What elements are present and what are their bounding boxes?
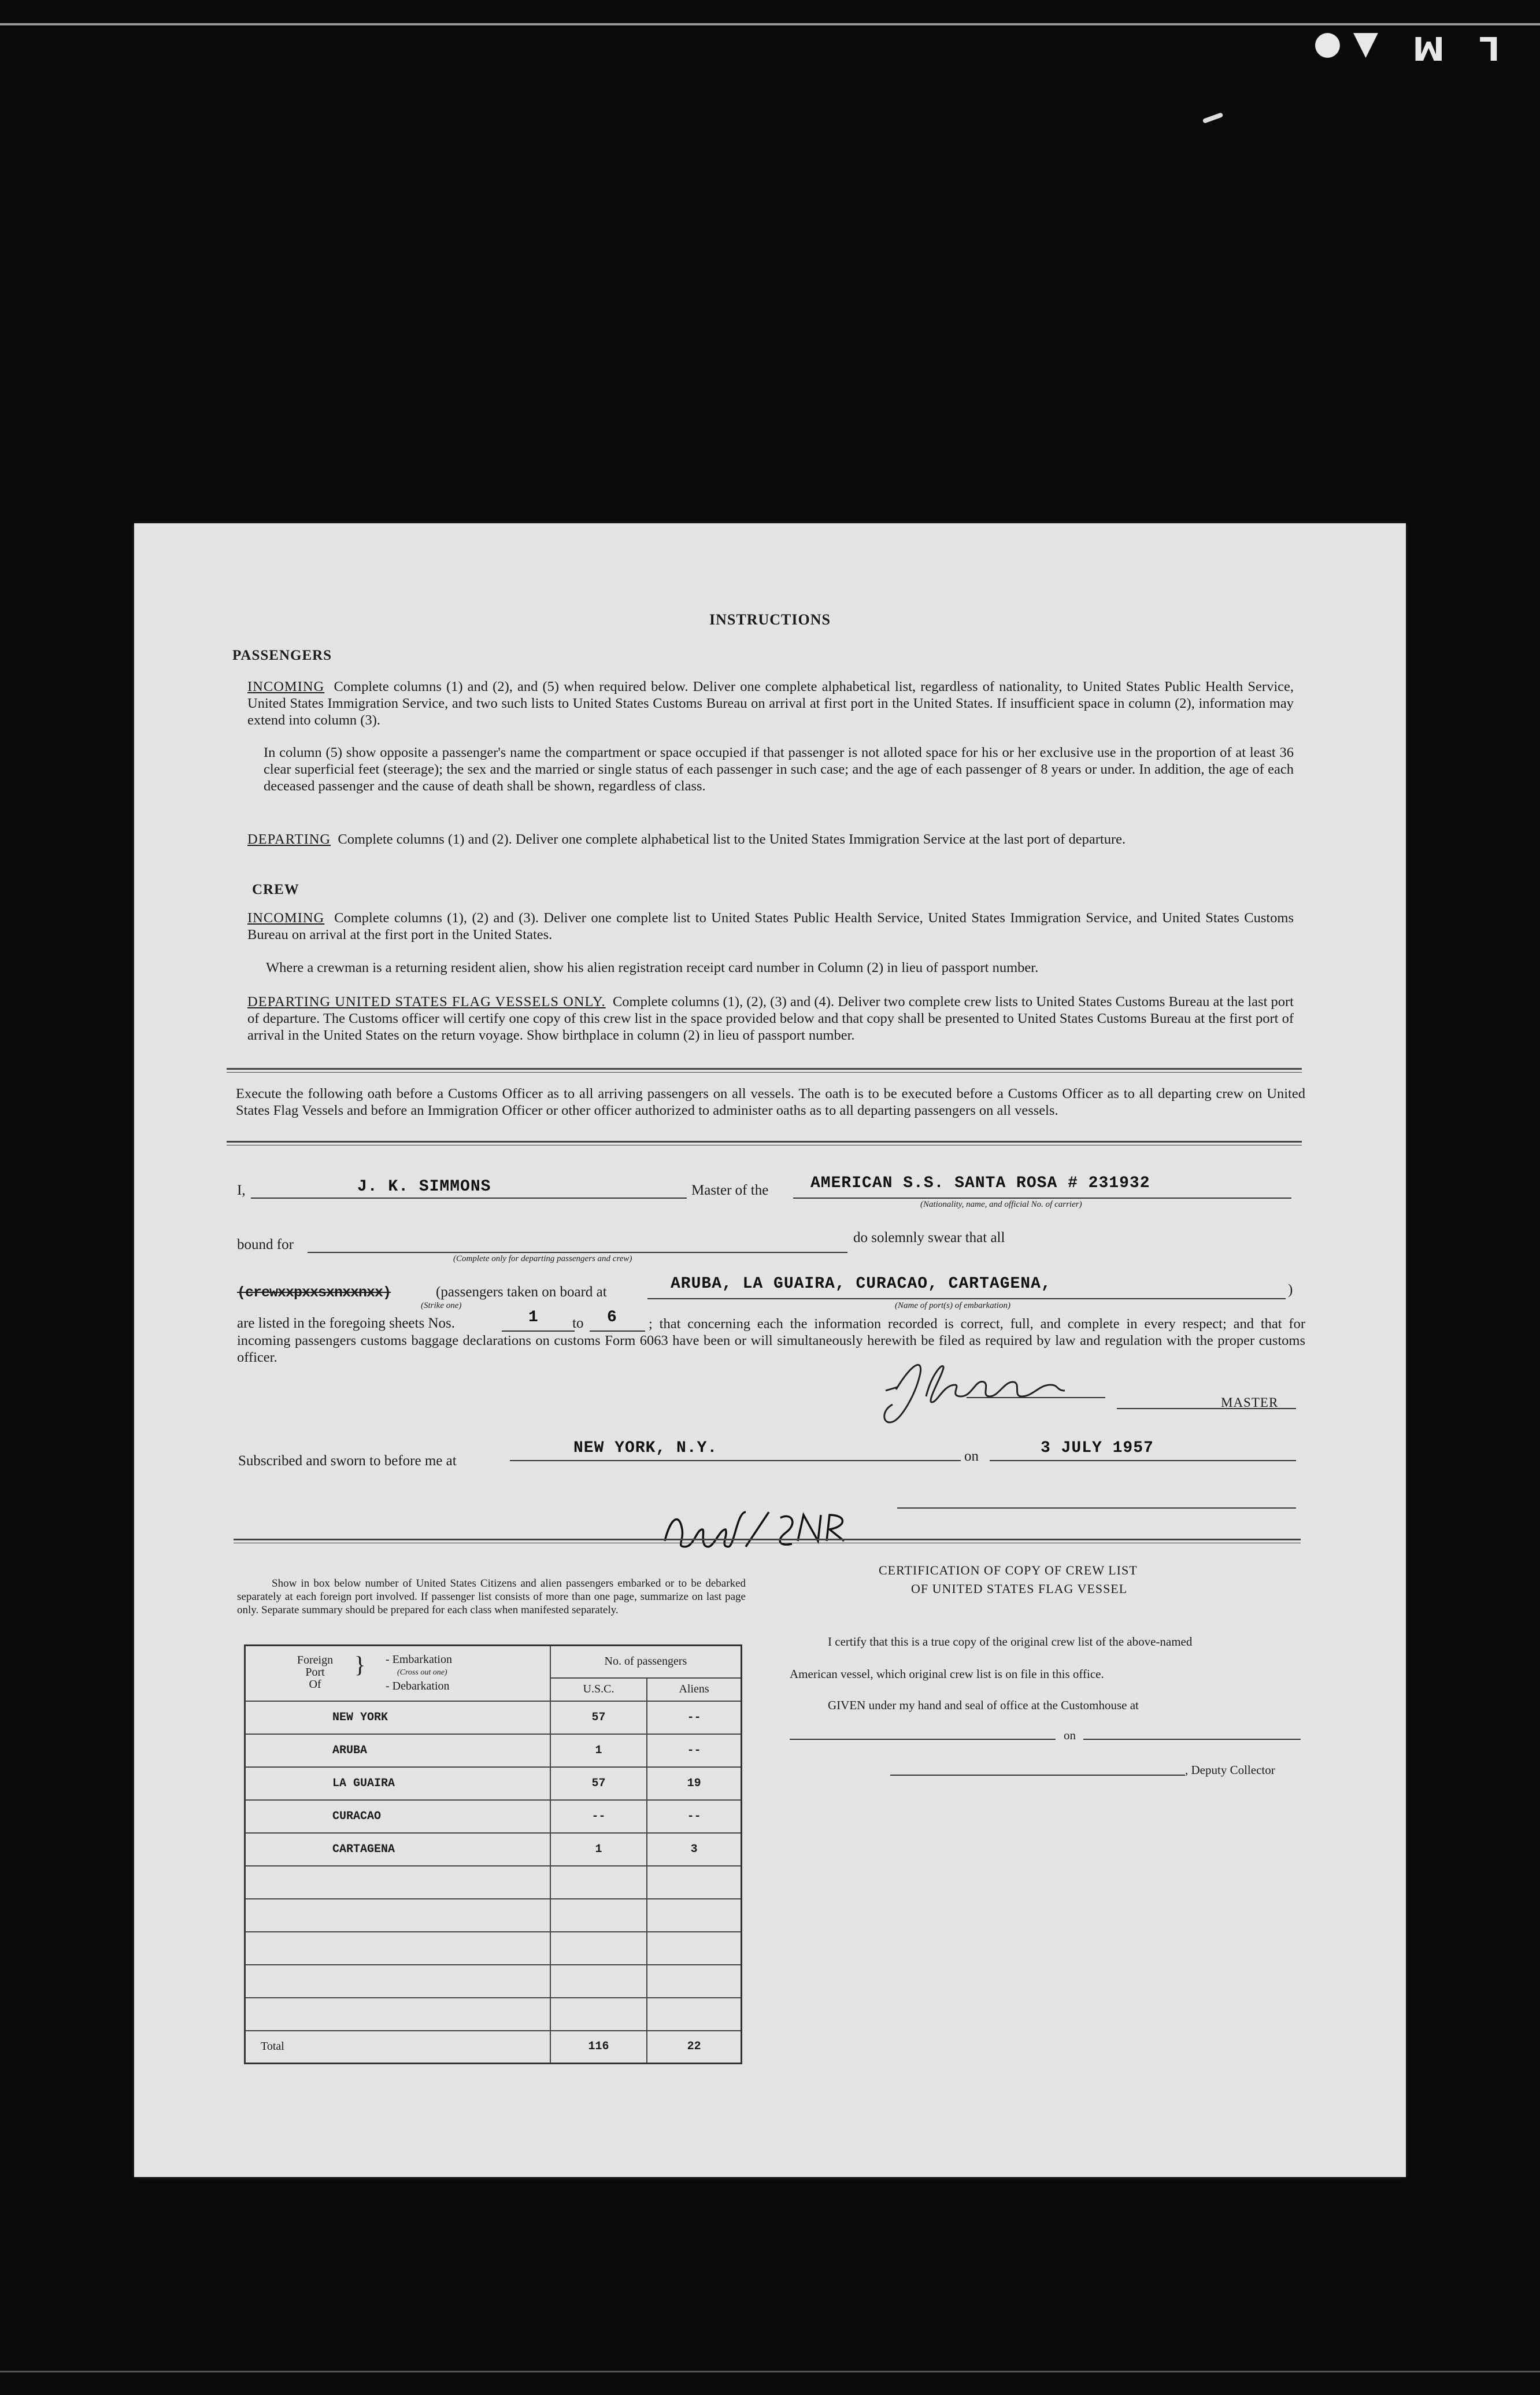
certify-line-1: I certify that this is a true copy of the original crew list of the above-named xyxy=(828,1635,1193,1649)
sworn-place: NEW YORK, N.Y. xyxy=(573,1439,718,1457)
empty-cell xyxy=(647,1899,741,1932)
empty-cell xyxy=(647,1932,741,1965)
given-line: GIVEN under my hand and seal of office at the Customhouse at xyxy=(828,1698,1139,1712)
vessel-caption: (Nationality, name, and official No. of carrier) xyxy=(920,1200,1082,1209)
ports-value: ARUBA, LA GUAIRA, CURACAO, CARTAGENA, xyxy=(671,1275,1052,1293)
foreign-port-label: Foreign Port Of xyxy=(297,1654,334,1691)
master-of-label: Master of the xyxy=(691,1182,769,1198)
listed-label: are listed in the foregoing sheets Nos. xyxy=(237,1315,455,1331)
film-edge-line xyxy=(0,23,1540,25)
passenger-summary-table xyxy=(244,1644,742,2064)
flag-vessels-text: Complete columns (1), (2), (3) and (4). Deliver two complete crew lists to United States Customs Bureau at the last port of departure. The Customs officer will certify one copy of this crew list in the space provided below and that copy shall be presented to United States Customs Bureau at the first port of arrival in the United States on the return voyage. Show birthplace in column (2) in lieu of passport number. xyxy=(247,994,1294,1043)
debarkation-label: - Debarkation xyxy=(386,1680,450,1692)
instructions-title: INSTRUCTIONS xyxy=(709,611,831,628)
officer-signature xyxy=(659,1500,850,1561)
brace-glyph: } xyxy=(354,1651,366,1677)
strike-caption: (Strike one) xyxy=(421,1301,462,1310)
flag-vessels-lead: DEPARTING UNITED STATES FLAG VESSELS ONLY. xyxy=(247,994,606,1010)
master-signature xyxy=(874,1356,1117,1434)
crew-incoming-paragraph xyxy=(247,910,1294,943)
passengers-departing-paragraph xyxy=(247,831,1294,848)
film-marks: L M ▲● xyxy=(1301,29,1500,66)
passengers-heading: PASSENGERS xyxy=(232,648,332,663)
master-name: J. K. SIMMONS xyxy=(357,1178,491,1196)
sworn-date-line xyxy=(990,1460,1296,1461)
flag-vessels-paragraph xyxy=(247,993,1294,1044)
total-label: Total xyxy=(245,2031,550,2064)
summary-empty-row xyxy=(245,1866,742,1899)
port-cell: NEW YORK xyxy=(245,1701,550,1734)
summary-row xyxy=(245,1833,742,1866)
summary-empty-row xyxy=(245,1932,742,1965)
divider-1 xyxy=(227,1068,1302,1073)
total-aliens: 22 xyxy=(647,2031,741,2064)
empty-cell xyxy=(550,1998,647,2031)
ports-caption: (Name of port(s) of embarkation) xyxy=(895,1301,1010,1310)
usc-cell: -- xyxy=(550,1800,647,1833)
port-cell: LA GUAIRA xyxy=(245,1767,550,1800)
aliens-header-cell: Aliens xyxy=(647,1678,741,1701)
subscribed-label: Subscribed and sworn to before me at xyxy=(238,1453,457,1469)
close-paren: ) xyxy=(1288,1282,1293,1298)
cert-date-line xyxy=(1083,1739,1301,1740)
film-bottom-line xyxy=(0,2371,1540,2372)
sheet-from: 1 xyxy=(528,1309,539,1326)
divider-3 xyxy=(234,1539,1301,1543)
summary-row xyxy=(245,1734,742,1767)
empty-cell xyxy=(245,1965,550,1998)
summary-row xyxy=(245,1701,742,1734)
summary-empty-row xyxy=(245,1998,742,2031)
empty-cell xyxy=(550,1899,647,1932)
port-cell: CARTAGENA xyxy=(245,1833,550,1866)
certification-title-2: OF UNITED STATES FLAG VESSEL xyxy=(911,1581,1128,1596)
aliens-cell: 3 xyxy=(647,1833,741,1866)
master-label: MASTER xyxy=(1221,1395,1279,1410)
statement-text: ; that concerning each the information recorded is correct, full, and complete in every respect; and that for incoming passengers customs baggage declarations on customs Form 6063 have been or will simultaneously herewith be filed as required by law and regulation with the proper customs officer. xyxy=(237,1316,1305,1365)
bound-caption: (Complete only for departing passengers and crew) xyxy=(453,1254,632,1263)
bound-for-line xyxy=(308,1252,847,1253)
summary-header-row-1 xyxy=(245,1646,742,1678)
passengers-departing-lead: DEPARTING xyxy=(247,831,331,847)
sworn-date: 3 JULY 1957 xyxy=(1041,1439,1154,1457)
bound-for-label: bound for xyxy=(237,1237,294,1252)
passengers-incoming-paragraph xyxy=(247,678,1294,729)
empty-cell xyxy=(550,1866,647,1899)
to-label: to xyxy=(572,1315,584,1331)
aliens-cell: -- xyxy=(647,1701,741,1734)
embarkation-label: - Embarkation xyxy=(386,1653,452,1666)
column5-paragraph: In column (5) show opposite a passenger's name the compartment or space occupied if that passenger is not alloted space for his or her exclusive use in the proportion of at least 36 clear superficial feet (steerage); the sex and the married or single status of each passenger in such case; and the age of each passenger of 8 years or under. In addition, the age of each deceased passenger and the cause of death shall be shown, regardless of class. xyxy=(264,745,1294,794)
empty-cell xyxy=(550,1965,647,1998)
empty-cell xyxy=(245,1866,550,1899)
film-speck xyxy=(1202,112,1224,124)
cert-on-label: on xyxy=(1064,1728,1076,1742)
sheet-to: 6 xyxy=(607,1309,617,1326)
empty-cell xyxy=(245,1899,550,1932)
empty-cell xyxy=(550,1932,647,1965)
passengers-incoming-text: Complete columns (1) and (2), and (5) when required below. Deliver one complete alphabetical list, regardless of nationality, to United States Public Health Service, United States Immigration Service, and two such lists to United States Customs Bureau on arrival at first port in the United States. If insufficient space in column (2), information may extend into column (3). xyxy=(247,679,1294,728)
summary-row xyxy=(245,1800,742,1833)
summary-row xyxy=(245,1767,742,1800)
certification-title-1: CERTIFICATION OF COPY OF CREW LIST xyxy=(879,1563,1138,1577)
vessel-line xyxy=(793,1198,1291,1199)
usc-cell: 57 xyxy=(550,1701,647,1734)
on-label: on xyxy=(964,1448,979,1464)
cross-out-caption: (Cross out one) xyxy=(397,1668,447,1677)
ports-line xyxy=(647,1298,1286,1299)
vessel-value: AMERICAN S.S. SANTA ROSA # 231932 xyxy=(810,1174,1150,1192)
usc-header-cell: U.S.C. xyxy=(550,1678,647,1701)
swear-label: do solemnly swear that all xyxy=(853,1230,1005,1245)
passengers-incoming-lead: INCOMING xyxy=(247,679,325,694)
port-header-cell xyxy=(245,1646,550,1701)
master-name-line xyxy=(251,1198,687,1199)
crewman-paragraph: Where a crewman is a returning resident alien, show his alien registration receipt card number in Column (2) in lieu of passport number. xyxy=(266,960,1039,975)
officer-line xyxy=(897,1507,1296,1509)
taken-on-board-label: (passengers taken on board at xyxy=(436,1284,607,1300)
customhouse-line xyxy=(790,1739,1056,1740)
usc-cell: 57 xyxy=(550,1767,647,1800)
empty-cell xyxy=(647,1965,741,1998)
port-cell: CURACAO xyxy=(245,1800,550,1833)
empty-cell xyxy=(245,1998,550,2031)
crew-incoming-text: Complete columns (1), (2) and (3). Deliver one complete list to United States Public Health Service, United States Immigration Service, and United States Customs Bureau on arrival at the first port in the United States. xyxy=(247,910,1294,943)
deputy-collector-label: , Deputy Collector xyxy=(1185,1763,1275,1777)
total-usc: 116 xyxy=(550,2031,647,2064)
certify-line-2: American vessel, which original crew list is on file in this office. xyxy=(790,1667,1104,1681)
empty-cell xyxy=(647,1998,741,2031)
deputy-line xyxy=(890,1775,1185,1776)
crew-incoming-lead: INCOMING xyxy=(247,910,325,926)
summary-total-row xyxy=(245,2031,742,2064)
empty-cell xyxy=(647,1866,741,1899)
crew-heading: CREW xyxy=(252,882,299,897)
oath-intro: Execute the following oath before a Customs Officer as to all arriving passengers on all vessels. The oath is to be executed before a Customs Officer as to all departing crew on United States Flag Vessels and before an Immigration Officer or other officer authorized to administer oaths as to all departing passengers on all vessels. xyxy=(236,1086,1305,1118)
aliens-cell: -- xyxy=(647,1800,741,1833)
summary-empty-row xyxy=(245,1965,742,1998)
empty-cell xyxy=(245,1932,550,1965)
summary-empty-row xyxy=(245,1899,742,1932)
i-label: I, xyxy=(237,1182,246,1198)
sworn-place-line xyxy=(510,1460,961,1461)
passengers-departing-text: Complete columns (1) and (2). Deliver one complete alphabetical list to the United States Immigration Service at the last port of departure. xyxy=(338,831,1126,847)
struck-out-text: (crewxxpxxsxnxxnxx) xyxy=(237,1284,391,1301)
summary-note: Show in box below number of United States Citizens and alien passengers embarked or to be debarked separately at each foreign port involved. If passenger list consists of more than one page, summarize on last page only. Separate summary should be prepared for each class when manifested separately. xyxy=(237,1577,746,1616)
port-cell: ARUBA xyxy=(245,1734,550,1767)
usc-cell: 1 xyxy=(550,1734,647,1767)
divider-2 xyxy=(227,1141,1302,1145)
aliens-cell: -- xyxy=(647,1734,741,1767)
passengers-header-cell: No. of passengers xyxy=(550,1646,742,1678)
document-page xyxy=(134,523,1406,2177)
aliens-cell: 19 xyxy=(647,1767,741,1800)
usc-cell: 1 xyxy=(550,1833,647,1866)
